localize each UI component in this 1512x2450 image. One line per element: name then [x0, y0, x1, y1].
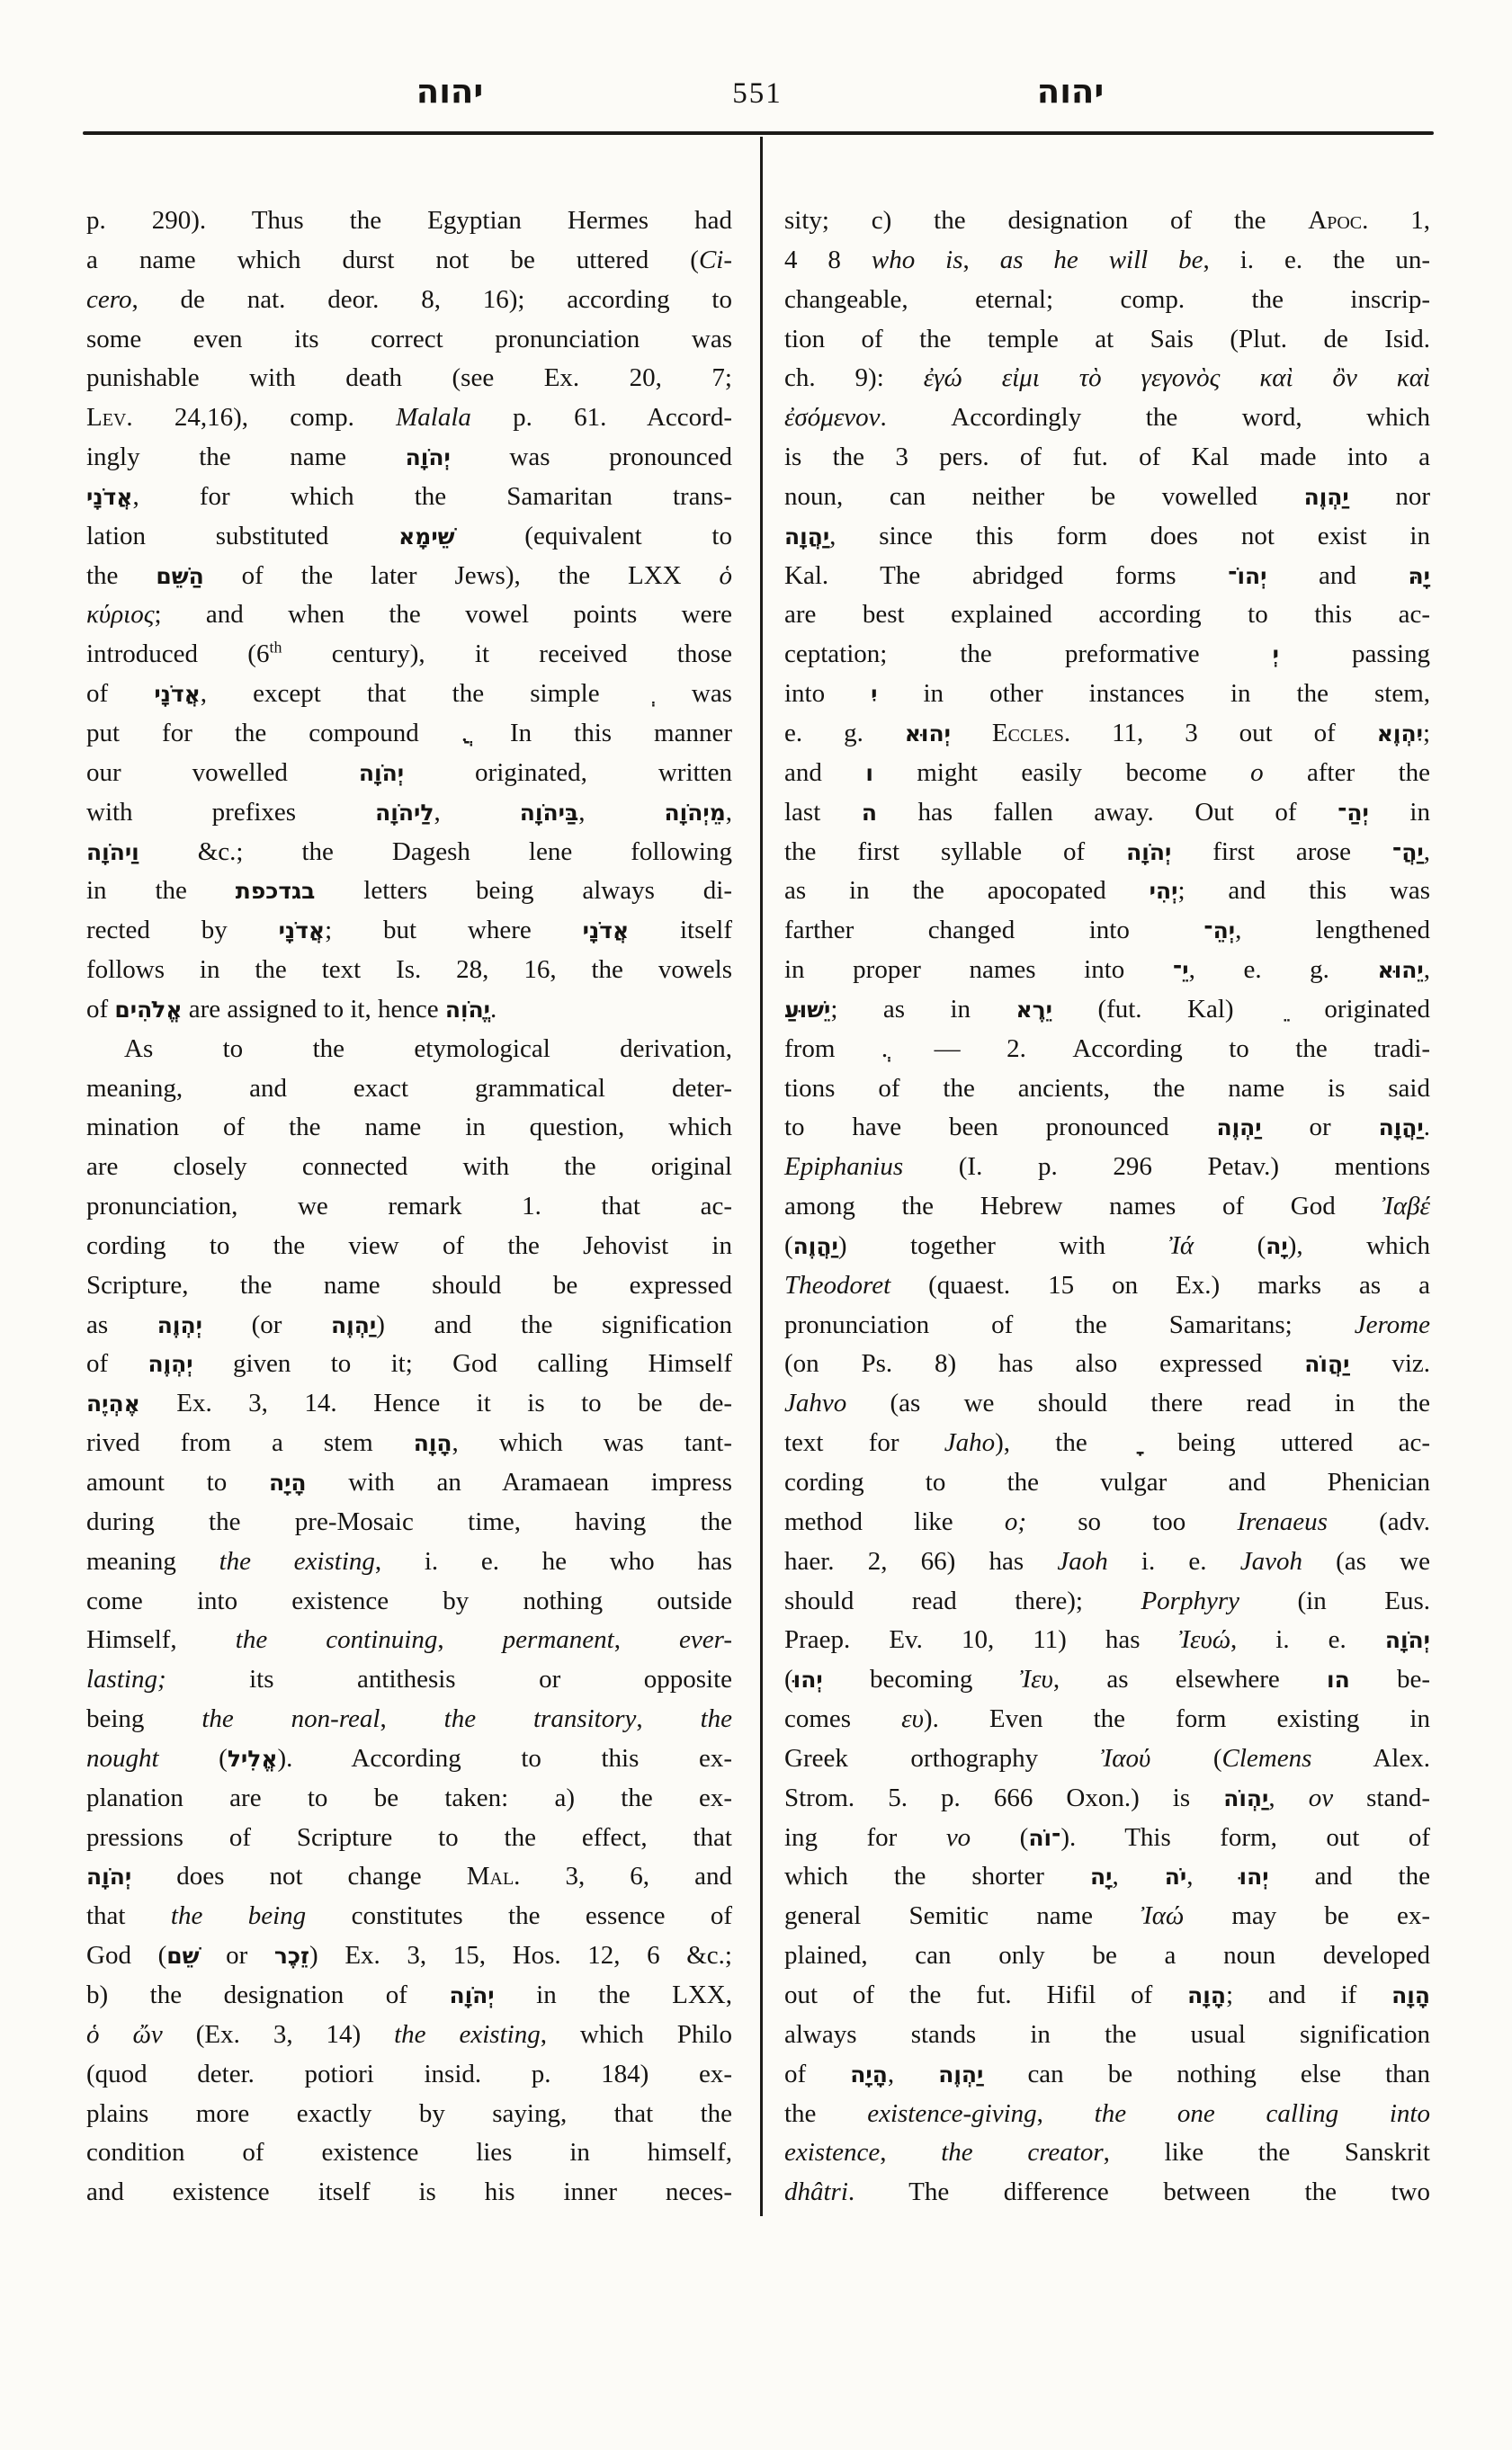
text-line: of הָיָה, יַהְוֶה can be nothing else than — [784, 2059, 1430, 2088]
text-line: to have been pronounced יַהְוֶה or יַהֲוָה. — [784, 1113, 1430, 1142]
text-line: farther changed into יְהֵ־, lengthened — [784, 916, 1430, 945]
text-line: haer. 2, 66) has Jaoh i. e. Javoh (as we — [784, 1546, 1430, 1576]
left-text-column — [86, 201, 732, 2213]
text-line: e. g. יְהוּא Eccles. 11, 3 out of יִהְוֶא; — [784, 718, 1431, 747]
text-line: into יִ in other instances in the stem, — [784, 679, 1431, 709]
text-line: tions of the ancients, the name is said — [784, 1073, 1430, 1103]
text-line: introduced (6th century), it received those — [86, 638, 732, 669]
text-line: which the shorter יָה, יֹה, יְהוּ and the — [784, 1862, 1430, 1891]
text-line: יְהֹוָה does not change Mal. 3, 6, and — [86, 1862, 732, 1891]
text-line: cording to the vulgar and Phenician — [784, 1468, 1430, 1497]
text-line: pronunciation of the Samaritans; Jerome — [784, 1310, 1430, 1339]
text-line: the existence-giving, the one calling into — [784, 2098, 1430, 2128]
text-line: אֲדֹנָי, for which the Samaritan trans- — [86, 481, 732, 511]
text-line: amount to הָיָה with an Aramaean impress — [86, 1468, 733, 1497]
text-line: in the בגדכפת letters being always di- — [86, 876, 732, 906]
text-line: pronunciation, we remark 1. that ac- — [86, 1192, 732, 1221]
text-line: should read there); Porphyry (in Eus. — [784, 1586, 1430, 1615]
text-line: 4 8 who is, as he will be, i. e. the un- — [784, 245, 1431, 274]
text-line: plains more exactly by saying, that the — [86, 2098, 732, 2128]
text-line: general Semitic name Ἰαώ may be ex- — [784, 1901, 1430, 1931]
text-line: the הַשֵּׁם of the later Jews), the LXX ὁ — [86, 560, 732, 590]
text-line: p. 290). Thus the Egyptian Hermes had — [86, 206, 732, 235]
text-line: Theodoret (quaest. 15 on Ex.) marks as a — [784, 1270, 1430, 1300]
text-line: Greek orthography Ἰαού (Clemens Alex. — [784, 1743, 1430, 1773]
text-line: always stands in the usual signification — [784, 2019, 1430, 2049]
text-line: ὁ ὤν (Ex. 3, 14) the existing, which Philo — [86, 2019, 732, 2049]
text-line: are closely connected with the original — [86, 1152, 732, 1182]
text-line: are best explained according to this ac- — [784, 600, 1430, 630]
text-line: (quod deter. potiori insid. p. 184) ex- — [86, 2059, 732, 2088]
text-line: lation substituted שֵׁימָא (equivalent to — [86, 521, 732, 550]
text-line: punishable with death (see Ex. 20, 7; — [86, 363, 732, 393]
text-line: ceptation; the preformative יְ passing — [784, 639, 1430, 669]
text-line: sity; c) the designation of the Apoc. 1, — [784, 206, 1431, 235]
text-line: rived from a stem הָוָה, which was tant- — [86, 1428, 732, 1458]
text-line: rected by אֲדֹנָי; but where אֲדֹנָי itself — [86, 916, 732, 945]
column-divider-rule — [760, 137, 763, 2216]
text-line: וַיהֹוָה &c.; the Dagesh lene following — [86, 836, 732, 866]
text-line: of אֲדֹנָי, except that the simple was — [86, 679, 732, 709]
text-line: some even its correct pronunciation was — [86, 324, 732, 353]
text-line: אֶהְיֶה Ex. 3, 14. Hence it is to be de- — [86, 1389, 732, 1418]
text-line: in proper names into יֵ־, e. g. יֵהוּא, — [784, 955, 1430, 985]
text-line: cero, de nat. deor. 8, 16); according to — [86, 284, 732, 314]
text-line: is the 3 pers. of fut. of Kal made into a — [784, 443, 1430, 472]
text-line: tion of the temple at Sais (Plut. de Isid. — [784, 324, 1430, 353]
text-line: cording to the view of the Jehovist in — [86, 1230, 732, 1260]
text-line: Lev. 24,16), comp. Malala p. 61. Accord- — [86, 403, 732, 433]
text-line: noun, can neither be vowelled יַהְוֶה nor — [784, 481, 1430, 511]
text-line: ch. 9): ἐγώ εἰμι τὸ γεγονὸς καὶ ὂν καὶ — [784, 363, 1430, 393]
text-line: plained, can only be a noun developed — [784, 1941, 1430, 1971]
text-line: יַהֲוָה, since this form does not exist in — [784, 521, 1430, 550]
text-line: put for the compound . In this manner — [86, 718, 732, 747]
header-rule — [83, 131, 1434, 135]
text-line: changeable, eternal; comp. the inscrip- — [784, 284, 1430, 314]
text-line: κύριος; and when the vowel points were — [86, 600, 732, 630]
text-line: Jahvo (as we should there read in the — [784, 1389, 1430, 1418]
text-line: mination of the name in question, which — [86, 1113, 732, 1142]
text-line: that the being constitutes the essence of — [86, 1901, 733, 1931]
text-line: among the Hebrew names of God Ἰαβέ — [784, 1192, 1430, 1221]
text-line: Praep. Ev. 10, 11) has Ἰευώ, i. e. יְהֹוָה — [784, 1625, 1430, 1655]
text-line: out of the fut. Hifil of הָוָה; and if הָוָה — [784, 1980, 1430, 2009]
text-line: with prefixes לַיהֹוָה, בַּיהֹוָה, מֵיְהֹוָה, — [86, 797, 733, 827]
text-line: Himself, the continuing, permanent, ever- — [86, 1625, 732, 1655]
text-line: ing for vo (־וֹה). This form, out of — [784, 1822, 1430, 1852]
text-line: As to the etymological derivation, — [124, 1033, 732, 1063]
text-line: from . — 2. According to the tradi- — [784, 1033, 1431, 1063]
header-hebrew-keyword-left: יהוה — [416, 72, 484, 111]
text-line: of יְהְוֶה given to it; God calling Himself — [86, 1349, 732, 1379]
header-hebrew-keyword-right: יהוה — [1036, 72, 1105, 111]
text-line: planation are to be taken: a) the ex- — [86, 1783, 732, 1812]
text-line: during the pre-Mosaic time, having the — [86, 1507, 732, 1536]
right-text-column — [784, 201, 1430, 2213]
text-line: of אֱלֹהִים are assigned to it, hence יֱהֹוִה. — [86, 994, 497, 1024]
text-line: existence, the creator, like the Sanskrit — [784, 2138, 1430, 2168]
text-line: as יְהְוֶה (or יַהְוֶה) and the signification — [86, 1310, 732, 1339]
text-line: last ה has fallen away. Out of יְהַ־ in — [784, 797, 1430, 827]
page-number: 551 — [732, 77, 783, 110]
text-line: and existence itself is his inner neces- — [86, 2177, 732, 2207]
text-line: text for Jaho), the being uttered ac- — [784, 1428, 1430, 1458]
text-line: lasting; its antithesis or opposite — [86, 1665, 732, 1694]
text-line: (on Ps. 8) has also expressed יַהֲוֹה viz. — [784, 1349, 1430, 1379]
text-line: ingly the name יְהֹוָה was pronounced — [86, 443, 732, 472]
text-line: meaning the existing, i. e. he who has — [86, 1546, 733, 1576]
text-line: method like o; so too Irenaeus (adv. — [784, 1507, 1430, 1536]
text-line: (יַהֲוֶה) together with Ἰά (יָה), which — [784, 1230, 1430, 1260]
text-line: Epiphanius (I. p. 296 Petav.) mentions — [784, 1152, 1430, 1182]
text-line: יֵשׁוּעַ; as in יֵרֶא (fut. Kal) originated — [784, 994, 1430, 1024]
text-line: Strom. 5. p. 666 Oxon.) is יַהְוֹה, ov stand- — [784, 1783, 1431, 1812]
text-line: pressions of Scripture to the effect, that — [86, 1822, 732, 1852]
text-line: come into existence by nothing outside — [86, 1586, 732, 1615]
text-line: Scripture, the name should be expressed — [86, 1270, 732, 1300]
text-line: as in the apocopated יְהִי; and this was — [784, 876, 1431, 906]
text-line: nought (אֱלִיל). According to this ex- — [86, 1743, 732, 1773]
text-line: (יְהוּ becoming Ἰευ, as elsewhere הו be- — [784, 1665, 1431, 1694]
text-line: God (שֵׁם or זֵכֶר) Ex. 3, 15, Hos. 12, 6 &c.; — [86, 1941, 732, 1971]
text-line: meaning, and exact grammatical deter- — [86, 1073, 732, 1103]
text-line: comes ευ). Even the form existing in — [784, 1704, 1430, 1734]
text-line: our vowelled יְהֹוָה originated, written — [86, 757, 732, 787]
text-line: dhâtri. The difference between the two — [784, 2177, 1430, 2207]
text-line: condition of existence lies in himself, — [86, 2138, 732, 2168]
text-line: a name which durst not be uttered (Ci- — [86, 245, 732, 274]
text-line: follows in the text Is. 28, 16, the vowels — [86, 955, 732, 985]
text-line: the first syllable of יְהֹוָה first arose יַהֲ־, — [784, 836, 1430, 866]
text-line: and ו might easily become o after the — [784, 757, 1430, 787]
text-line: ἐσόμενον. Accordingly the word, which — [784, 403, 1430, 433]
text-line: Kal. The abridged forms יְהוֹ־ and יָהּ — [784, 560, 1430, 590]
text-line: being the non-real, the transitory, the — [86, 1704, 733, 1734]
text-line: b) the designation of יְהֹוָה in the LXX, — [86, 1980, 732, 2009]
